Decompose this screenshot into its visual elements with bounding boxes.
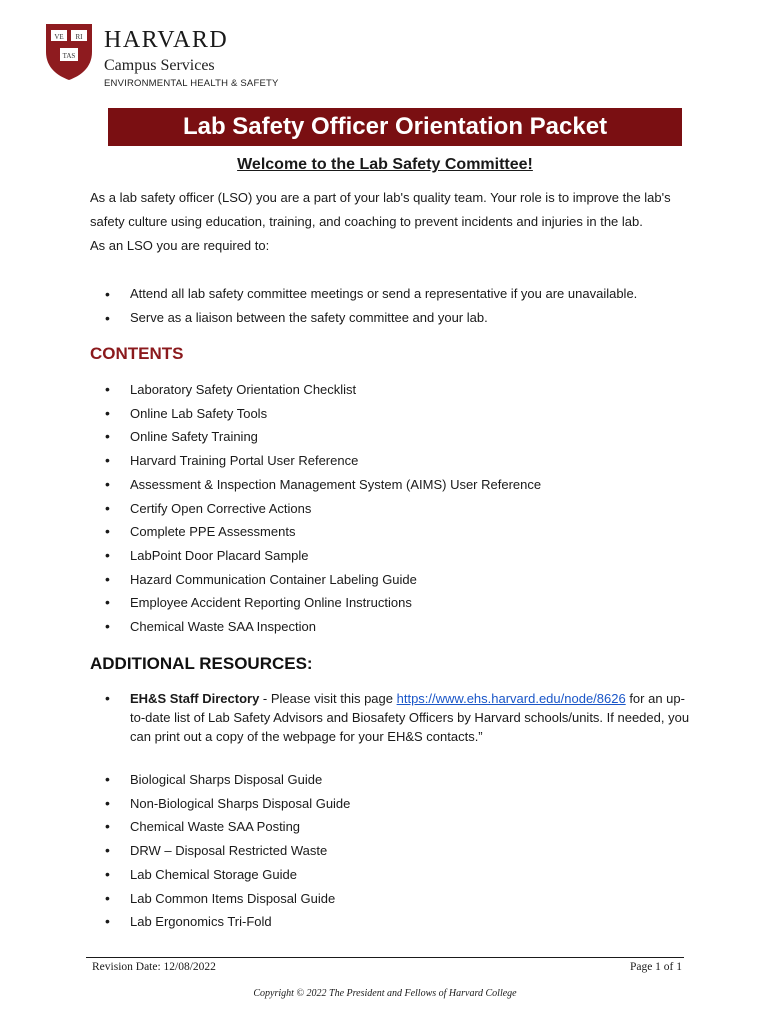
list-item: • LabPoint Door Placard Sample (90, 544, 690, 568)
list-item: • Lab Ergonomics Tri-Fold (90, 910, 690, 934)
brand-block (104, 28, 279, 89)
intro-section (90, 186, 690, 258)
staff-directory-post-text: for an up-to-date list of Lab Safety Advisors and Biosafety Officers by Harvard schools/units. If needed, you can print out a copy of the webpage for your EH&S contacts.” (130, 691, 690, 744)
shield-text-1: VE (54, 33, 64, 41)
requirements-lead: As an LSO you are required to: (90, 238, 270, 253)
list-item: • Complete PPE Assessments (90, 520, 690, 544)
brand-department: ENVIRONMENTAL HEALTH & SAFETY (104, 78, 279, 89)
list-item: • Lab Common Items Disposal Guide (90, 887, 690, 911)
staff-directory-entry (90, 689, 690, 746)
revision-date: Revision Date: 12/08/2022 (92, 961, 216, 973)
list-item: • Chemical Waste SAA Inspection (90, 615, 690, 639)
additional-resources-heading: ADDITIONAL RESOURCES: (90, 654, 313, 673)
copyright: Copyright © 2022 The President and Fellows of Harvard College (253, 988, 517, 999)
contents-list (90, 378, 690, 639)
footer-divider (86, 957, 684, 958)
list-item: • Online Safety Training (90, 425, 690, 449)
welcome-heading: Welcome to the Lab Safety Committee! (237, 156, 533, 173)
brand-name: HARVARD (104, 27, 229, 53)
additional-resources-list (90, 768, 690, 934)
list-item (90, 689, 690, 746)
harvard-logo (44, 22, 284, 92)
staff-directory-label: EH&S Staff Directory (130, 691, 260, 706)
requirements-list (90, 282, 690, 330)
list-item: • Hazard Communication Container Labeling Guide (90, 568, 690, 592)
staff-directory-link[interactable]: https://www.ehs.harvard.edu/node/8626 (396, 691, 626, 706)
list-item: • Laboratory Safety Orientation Checklist (90, 378, 690, 402)
page-title: Lab Safety Officer Orientation Packet (108, 108, 682, 146)
list-item: • Biological Sharps Disposal Guide (90, 768, 690, 792)
list-item: • Serve as a liaison between the safety committee and your lab. (90, 306, 690, 330)
list-item: • Harvard Training Portal User Reference (90, 449, 690, 473)
intro-paragraph: As a lab safety officer (LSO) you are a part of your lab's quality team. Your role is to improve the lab's safety culture using education, training, and coaching to prevent incidents and injuries in the lab. (90, 190, 671, 229)
list-item: • Non-Biological Sharps Disposal Guide (90, 792, 690, 816)
staff-directory-pre-text: - Please visit this page (259, 691, 397, 706)
list-item: • Certify Open Corrective Actions (90, 497, 690, 521)
list-item: • Lab Chemical Storage Guide (90, 863, 690, 887)
contents-heading: CONTENTS (90, 344, 184, 363)
list-item: • DRW – Disposal Restricted Waste (90, 839, 690, 863)
list-item: • Chemical Waste SAA Posting (90, 815, 690, 839)
brand-subtitle: Campus Services (104, 57, 215, 74)
list-item: • Employee Accident Reporting Online Instructions (90, 591, 690, 615)
list-item: • Online Lab Safety Tools (90, 402, 690, 426)
list-item: • Attend all lab safety committee meetings or send a representative if you are unavailable. (90, 282, 690, 306)
shield-text-2: RI (75, 33, 83, 41)
harvard-shield-icon (44, 22, 94, 82)
shield-text-3: TAS (62, 52, 76, 60)
list-item: • Assessment & Inspection Management System (AIMS) User Reference (90, 473, 690, 497)
page-number: Page 1 of 1 (629, 961, 682, 973)
